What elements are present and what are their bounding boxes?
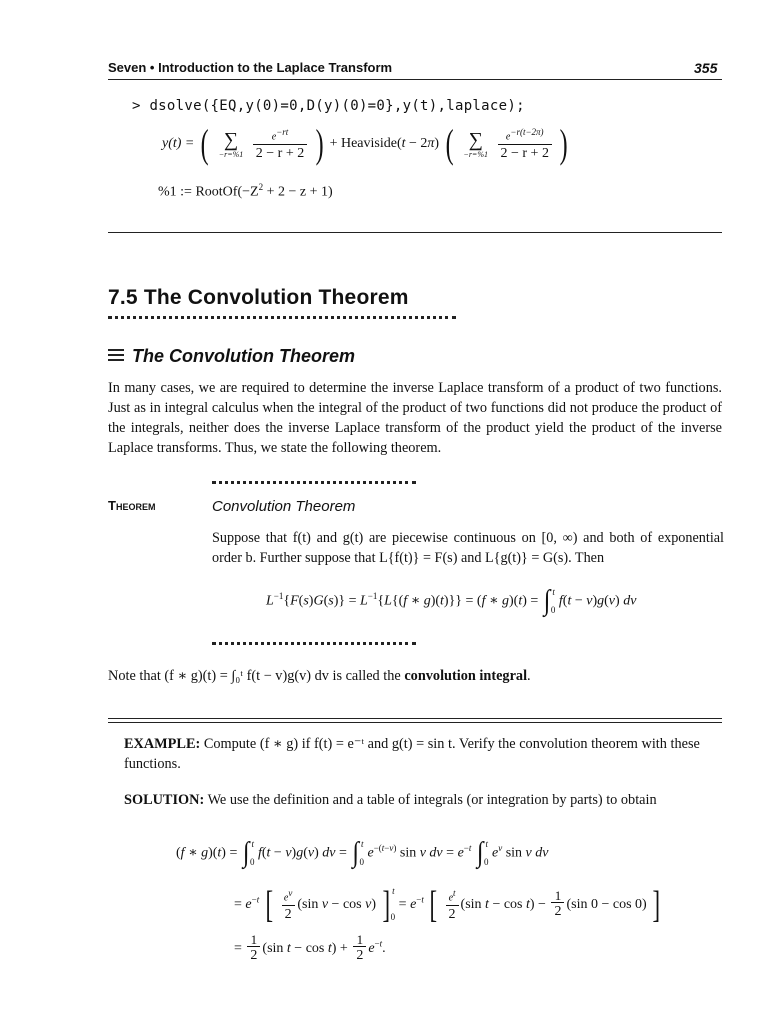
rootof-definition: %1 := $RootOf(-Z^2 + 2 - z + 1)$ <box>158 182 333 200</box>
page-number: 355 <box>694 60 718 76</box>
subsection-title: The Convolution Theorem <box>132 346 355 366</box>
section-title: 7.5 The Convolution Theorem <box>108 286 409 309</box>
theorem-statement: Suppose that f(t) and g(t) are piecewise continuous on [0, ∞) and both of exponential order b. Further suppose that L{f(t)} = F(s) and L{g(t)} = G(s). Then <box>212 530 724 566</box>
solution-text: We use the definition and a table of integrals (or integration by parts) to obtain <box>207 792 657 808</box>
theorem-equation: $L^{-1}\{F(s)G(s)\} = L^{-1}\{L\{(f$ ∗ g)(t)}} = (f ∗ g)(t) = ∫ $^t_0$ f(t − v)g(v) dv <box>266 585 637 617</box>
theorem-name: Convolution Theorem <box>212 498 356 515</box>
solution-lhs: y(t) = <box>162 136 195 151</box>
solution-label: SOLUTION: <box>124 792 205 808</box>
example-rule-2 <box>108 722 722 723</box>
solution-statement <box>124 790 724 810</box>
maple-command: > dsolve({EQ,y(0)=0,D(y)(0)=0},y(t),laplace); <box>132 98 525 114</box>
sum-term-1: $\frac{e^{-rt}}{2 - r + 2}$ <box>253 126 307 161</box>
note-term: convolution integral <box>404 668 528 684</box>
convolution-note <box>108 668 531 685</box>
heaviside-term: + Heaviside(t − 2π) <box>329 136 440 151</box>
menu-lines-icon <box>108 349 124 364</box>
theorem-dotted-rule-bottom <box>212 642 416 645</box>
solution-line-2: = $e^{-t}$ [ $\frac{e^v}{2}$ (sin v − cos v) ] $^t_0 = e^{-t}$ [ $\frac{e^t}{2}$ (sin t − cos t) − $\frac{1}{2}$ (sin 0 − cos 0) ] <box>234 884 661 926</box>
right-paren-2: ) <box>560 121 569 166</box>
section-rule <box>108 232 722 233</box>
left-paren: ( <box>200 121 209 166</box>
left-paren-2: ( <box>445 121 454 166</box>
sum-symbol-1: ∑ −r=%1 <box>218 128 244 159</box>
note-suffix: . <box>527 668 531 684</box>
example-rule-1 <box>108 718 722 719</box>
solution-line-3: = $\frac{1}{2}$ (sin t − cos t) + $\frac{1}{2}$ $e^{-t}$. <box>234 932 386 963</box>
right-paren: ) <box>315 121 324 166</box>
intro-paragraph: In many cases, we are required to determine the inverse Laplace transform of a product of two functions. Just as in integral calculus when the integral of the product of two functions did not produce the product of the integrals, neither does the inverse Laplace transform of the product yield the product of the inverse Laplace transforms. Thus, we state the following theorem. <box>108 380 722 456</box>
example-label: EXAMPLE: <box>124 736 201 752</box>
example-statement <box>124 734 724 774</box>
solution-line-1: (f ∗ g)(t) = ∫ $^t_0$ f(t − v)g(v) dv = ∫ $^t_0$ $e^{-(t-v)}$ sin v dv = $e^{-t}$ ∫ $^t_0$ $e^v$ sin v dv <box>176 837 549 869</box>
note-prefix: Note that (f ∗ g)(t) = ∫₀ᵗ f(t − v)g(v) dv is called the <box>108 668 405 684</box>
section-dotted-rule <box>108 316 456 319</box>
header-rule <box>108 79 722 80</box>
sum-term-2: $\frac{e^{-r(t-2\pi)}}{2 - r + 2}$ <box>498 126 552 161</box>
sum-symbol-2: ∑ −r=%1 <box>463 128 488 159</box>
example-text: Compute (f ∗ g) if f(t) = e⁻ᵗ and g(t) = sin t. Verify the convolution theorem with these functions. <box>124 736 700 772</box>
theorem-dotted-rule-top <box>212 481 416 484</box>
theorem-label: Theorem <box>108 498 156 513</box>
maple-solution <box>162 121 571 166</box>
running-header-title: Seven • Introduction to the Laplace Transform <box>108 60 393 75</box>
